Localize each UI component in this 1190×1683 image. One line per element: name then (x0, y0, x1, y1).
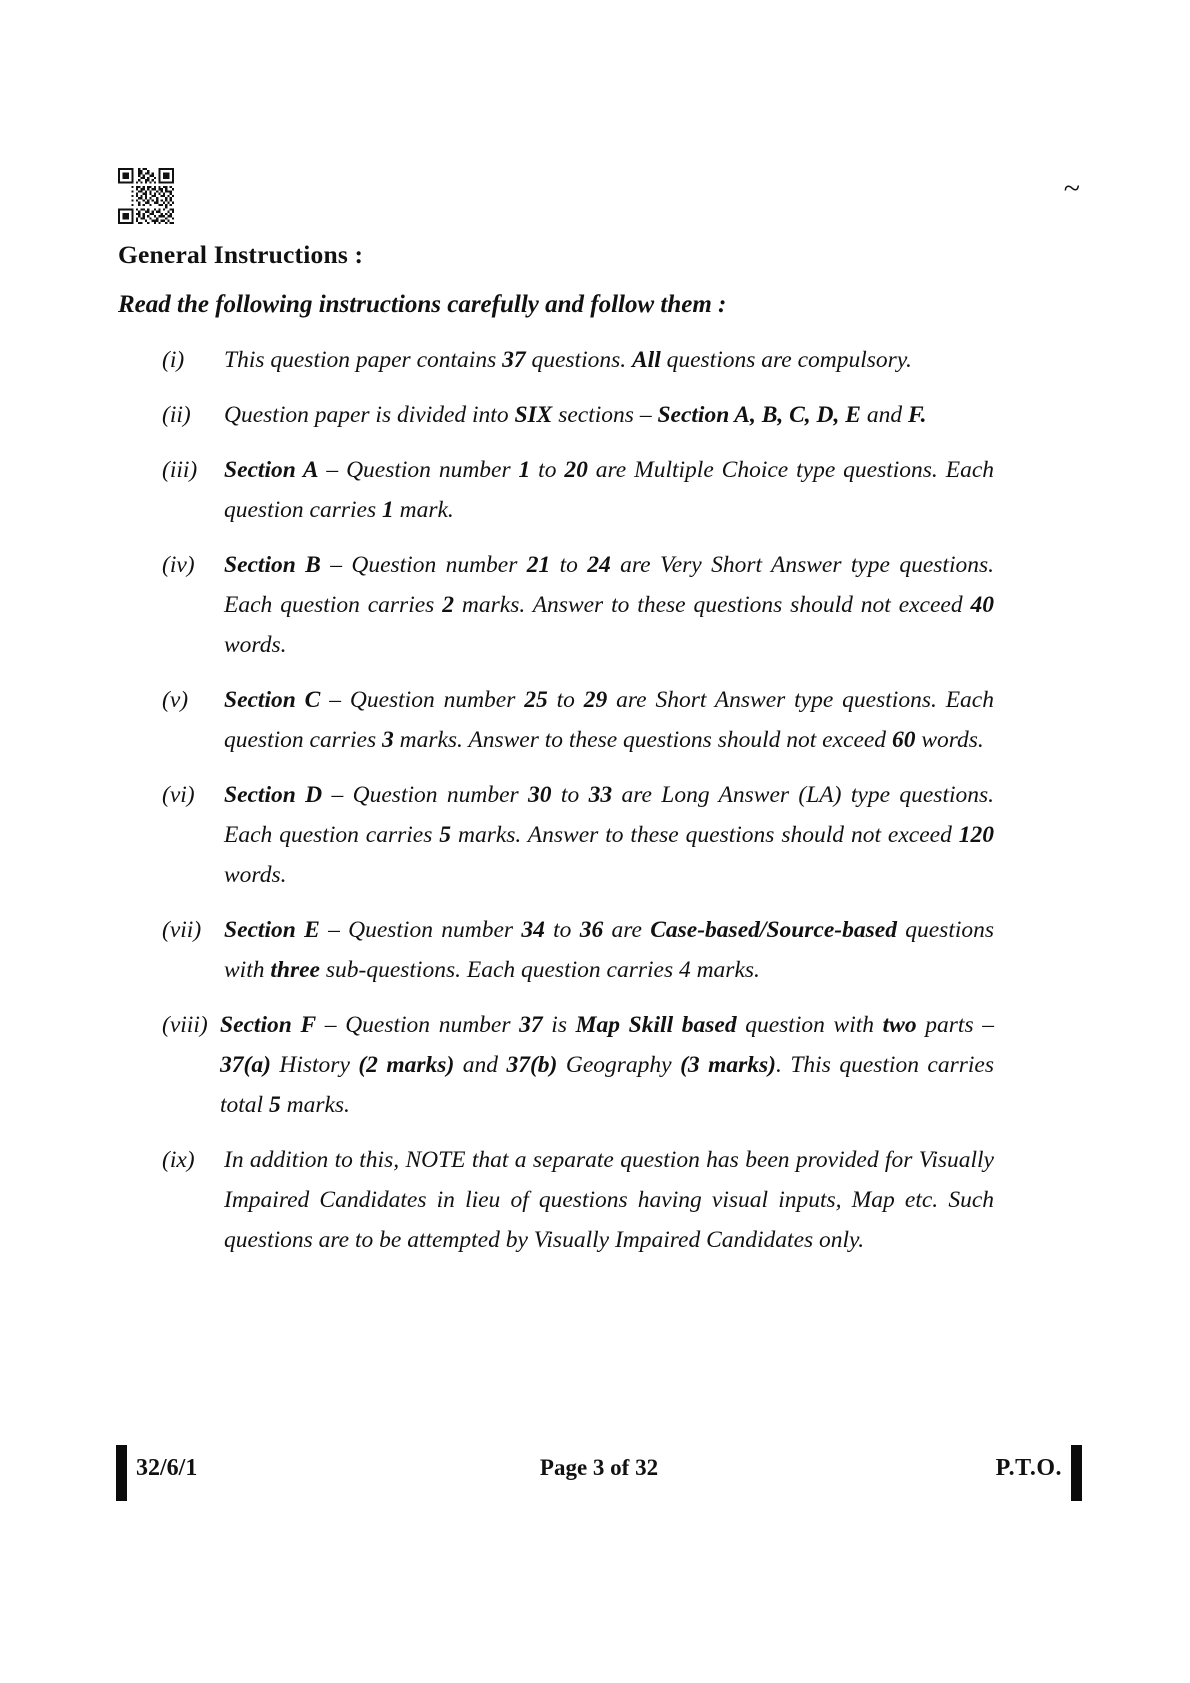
page-number: Page 3 of 32 (539, 1455, 659, 1480)
instruction-text: Section E – Question number 34 to 36 are Case-based/Source-based questions with three sub-questions. Each question carries 4 marks. (224, 917, 995, 983)
instruction-marker: (i) (162, 347, 185, 373)
instruction-marker: (iii) (162, 457, 198, 483)
instruction-text: In addition to this, NOTE that a separate question has been provided for Visually Impaired Candidates in lieu of questions having visual inputs, Map etc. Such questions are to be attempted by Visually Impaired Candidates only. (224, 1147, 994, 1253)
instructions-list (118, 340, 994, 1275)
pto-label: P.T.O. (995, 1455, 1062, 1481)
instruction-item (118, 340, 994, 380)
page-footer (118, 1455, 1080, 1495)
instruction-item (118, 395, 994, 435)
instruction-item (118, 450, 994, 530)
instruction-marker: (viii) (162, 1012, 208, 1038)
instruction-item (118, 545, 994, 665)
instruction-text: Section A – Question number 1 to 20 are Multiple Choice type questions. Each question carries 1 mark. (224, 457, 994, 523)
paper-code: 32/6/1 (136, 1455, 198, 1481)
qr-code-icon (118, 168, 174, 224)
instruction-marker: (v) (162, 687, 189, 713)
general-instructions-heading: General Instructions : (118, 240, 364, 269)
instruction-text: Section B – Question number 21 to 24 are Very Short Answer type questions. Each question carries 2 marks. Answer to these questions should not exceed 40 words. (224, 552, 995, 658)
instruction-item (118, 680, 994, 760)
instruction-marker: (ix) (162, 1147, 195, 1173)
instruction-marker: (vi) (162, 782, 195, 808)
instruction-text: Section C – Question number 25 to 29 are Short Answer type questions. Each question carries 3 marks. Answer to these questions should not exceed 60 words. (224, 687, 994, 753)
instruction-marker: (iv) (162, 552, 195, 578)
instruction-marker: (vii) (162, 917, 202, 943)
instruction-item (118, 1005, 994, 1125)
instruction-text: Question paper is divided into SIX sections – Section A, B, C, D, E and F. (224, 402, 927, 428)
instruction-text: Section D – Question number 30 to 33 are Long Answer (LA) type questions. Each question carries 5 marks. Answer to these questions should not exceed 120 words. (224, 782, 995, 888)
instruction-text: Section F – Question number 37 is Map Skill based question with two parts – 37(a) History (2 marks) and 37(b) Geography (3 marks). This question carries total 5 marks. (220, 1012, 994, 1118)
page-header (118, 168, 1080, 224)
instruction-item (118, 1140, 994, 1260)
instruction-item (118, 775, 994, 895)
read-instructions-subheading: Read the following instructions carefully and follow them : (118, 291, 727, 318)
instruction-item (118, 910, 994, 990)
instruction-text: This question paper contains 37 questions. All questions are compulsory. (224, 347, 912, 373)
instruction-marker: (ii) (162, 402, 191, 428)
tilde-mark: ~ (1063, 172, 1080, 205)
